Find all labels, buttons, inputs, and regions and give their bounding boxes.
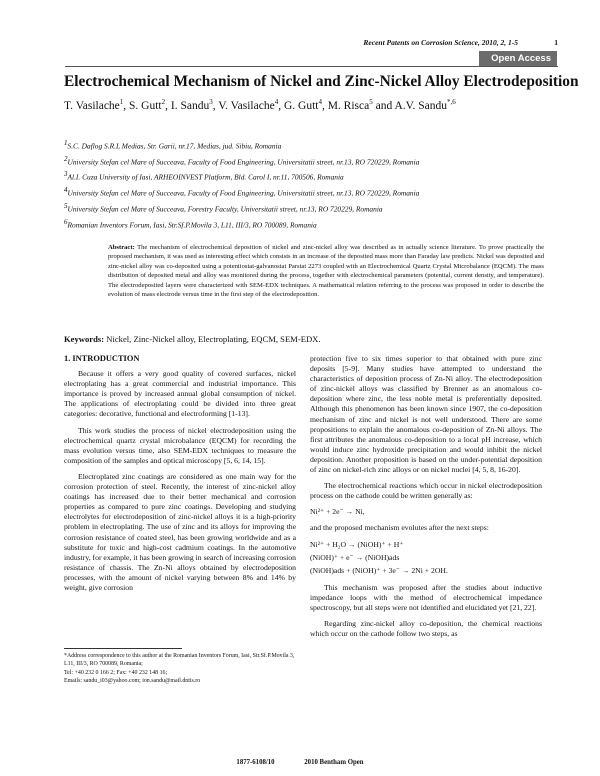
paper-title: Electrochemical Mechanism of Nickel and Zinc-Nickel Alloy Electrodeposition	[64, 73, 579, 90]
header-rule	[65, 66, 558, 67]
affiliation-text: University Stefan cel Mare of Succeava, Forestry Faculty, Universitatii street, nr.13, RO 720229, Romania	[67, 204, 383, 214]
abstract-text: The mechanism of electrochemical deposition of nickel and zinc-nickel alloy was described as in actually science literature. To prove practically the proposed mechanism, it was used as interesting effect which consists in an increase of the deposited mass more than Faraday law predicts. Nickel was deposited and zinc-nickel alloy was co-deposited using a potentiostat-galvanostat Parstat 2273 coupled with an Electrochemical Quartz Crystal Microbalance (EQCM). The mass distribution of deposited metal and alloy was monitored during the process, together with electrochemical parameters (potential, current density, and temperature). The electrodeposited layers were characterized with SEM-EDX techniques. A mathematical relation referring to the process was proposed in order to describe the evolution of mass electrode versus time in the first step of the electrodeposition.	[108, 244, 544, 299]
affiliation-sup: 1	[64, 139, 68, 147]
affiliation	[64, 155, 419, 166]
right-column	[310, 354, 542, 639]
affiliation	[64, 218, 317, 229]
keywords-text: Nickel, Zinc-Nickel alloy, Electroplating, EQCM, SEM-EDX.	[106, 334, 321, 344]
affiliation-sup: 4	[64, 186, 68, 194]
paragraph: Electroplated zinc coatings are considered as one main way for the corrosion protection of steel. Recently, the interest of zinc-nickel alloy coatings has increased due to their better mechanical and corrosion properties as compared to pure zinc coatings. Developing and studying electrolytes for electrodeposition of zinc-nickel alloys it is a high-priority problem in electroplating. The use of zinc and its alloys for improving the corrosion resistance of coated steel, has been growing worldwide and as a substitute for toxic and high-cost cadmium coatings. In the automotive industry, for example, it has been growing in search of increasing corrosion resistance of chassis. The Zn-Ni alloys obtained by electrodeposition processes, with the amount of nickel varying between 8% and 14% by weight, give corrosion	[64, 471, 296, 592]
left-column	[64, 354, 296, 593]
author-name: T. Vasilache	[64, 99, 120, 112]
affiliation	[64, 139, 281, 150]
equation: Ni²⁺ + H₂O → (NiOH)⁺ + H⁺	[310, 539, 404, 549]
author-sup: 1	[119, 98, 124, 106]
author-name: A.V. Sandu	[394, 99, 447, 112]
footnote-line: Emails: sandu_i03@yahoo.com; ion.sandu@mail.dntis.ro	[64, 678, 201, 685]
paragraph: Because it offers a very good quality of covered surfaces, nickel electroplating has a great commercial and industrial importance. This importance is proved by increased annual global consumption of nickel. The applications of electroplating could be divided into three great categories: decorative, functional and electroforming [1-13].	[64, 369, 296, 419]
abstract	[108, 243, 544, 299]
abstract-label: Abstract:	[108, 244, 135, 251]
keywords	[64, 334, 321, 344]
section-heading: 1. INTRODUCTION	[64, 354, 140, 363]
author-name: M. Risca	[327, 99, 370, 112]
footnote-line: *Address correspondence to this author at the Romanian Inventors Forum, Iasi, Str.Sf.P.Movila 3, L11, III/3, RO 700089, Romania;	[64, 653, 295, 668]
affiliation-sup: 2	[64, 155, 68, 163]
author-sup: 5	[369, 98, 373, 106]
page-number: 1	[554, 38, 558, 47]
affiliation-sup: 3	[64, 170, 68, 178]
keywords-label: Keywords:	[64, 334, 105, 344]
affiliation-sup: 5	[64, 202, 68, 210]
author-name: V. Vasilache	[218, 99, 275, 112]
open-access-badge: Open Access	[479, 51, 557, 66]
paragraph: and the proposed mechanism evolutes after the next steps:	[310, 523, 489, 533]
equation: Ni²⁺ + 2e⁻ → Ni,	[310, 507, 365, 517]
author-sup: 4	[318, 98, 322, 106]
author-name: S. Gutt	[129, 99, 162, 112]
affiliation-sup: 6	[64, 218, 68, 226]
affiliation-text: University Stefan cel Mare of Succeava, Faculty of Food Engineering, Universitatii street, nr.13, RO 720229, Romania	[67, 188, 420, 198]
affiliation-text: S.C. Daflog S.R.L Medias, Str. Garii, nr.17, Medias, jud. Sibiu, Romania	[67, 141, 282, 151]
footnote-line: Tel: +40 232 0 166 2; Fax: +40 232 148 16;	[64, 669, 168, 676]
equation: (NiOH)ads + (NiOH)⁺ + 3e⁻ → 2Ni + 2OH.	[310, 565, 448, 575]
author-name: G. Gutt	[283, 99, 319, 112]
footnote	[64, 652, 300, 686]
page-footer	[0, 759, 600, 766]
affiliation	[64, 186, 419, 197]
journal-header: Recent Patents on Corrosion Science, 2010, 2, 1-5	[363, 38, 518, 47]
paragraph: The electrochemical reactions which occur in nickel electrodeposition process on the cathode could be written generally as:	[310, 481, 542, 501]
paragraph: Regarding zinc-nickel alloy co-deposition, the chemical reactions which occur on the cathode follow two steps, as	[310, 619, 542, 639]
affiliation-text: Romanian Inventors Forum, Iasi, Str.Sf.P.Movila 3, L11, III/3, RO 700089, Romania	[67, 220, 317, 230]
affiliation-text: University Stefan cel Mare of Succeava, Faculty of Food Engineering, Universitatii street, nr.13, RO 720229, Romania	[67, 157, 420, 167]
author-name: I. Sandu	[170, 99, 210, 112]
affiliation	[64, 202, 383, 213]
author-list: T. Vasilache$^1$, S. Gutt$^2$, I. Sandu$^3$, V. Vasilache$^4$, G. Gutt$^4$, M. Risca$^5$ and A.V. Sandu$^{*,6}$	[64, 98, 456, 112]
publisher: 2010 Bentham Open	[304, 759, 364, 766]
paragraph: protection five to six times superior to that obtained with pure zinc deposits [5-9]. Many studies have attempted to understand the characteristics of deposition process of Zn-Ni alloy. The electrodeposition of zinc-nickel alloys was classified by Brenner as an anomalous co-deposition where zinc, the less noble metal is preferentially deposited. Although this phenomenon has been known since 1907, the co-deposition mechanism of zinc and nickel is not well understood. There are some propositions to explain the anomalous co-deposition of Zn-Ni alloys. The first attributes the anomalous co-deposition to a local pH increase, which would induce zinc hydroxide precipitation and would inhibit the nickel deposition. Another proposition is based on the under-potential deposition of zinc on nickel-rich zinc alloys or on nickel nuclei [4, 5, 8, 16-20].	[310, 354, 542, 475]
author-sup: 4	[274, 98, 279, 106]
author-sup: 2	[161, 98, 166, 106]
affiliation	[64, 170, 344, 181]
equation: (NiOH)⁺ + e⁻ → (NiOH)ads	[310, 552, 400, 562]
footnote-rule	[64, 648, 182, 649]
paragraph: This work studies the process of nickel electrodeposition using the electrochemical quartz crystal microbalance (EQCM) for recording the mass evolution versus time, also SEM-EDX techniques to measure the composition of the samples and optical microscopy [5, 6, 14, 15].	[64, 425, 296, 465]
author-sup: 3	[209, 98, 213, 106]
affiliation-text: Al.I. Cuza University of Iasi, ARHEOINVEST Platform, Bld. Carol I, nr.11, 700506, Romania	[67, 172, 344, 182]
paragraph: This mechanism was proposed after the studies about inductive impedance loops with the method of electrochemical impedance spectroscopy, but all steps were not identified and elucidated yet [21, 22].	[310, 582, 542, 612]
issn: 1877-6108/10	[236, 759, 275, 766]
author-sup: *,6	[446, 98, 456, 106]
